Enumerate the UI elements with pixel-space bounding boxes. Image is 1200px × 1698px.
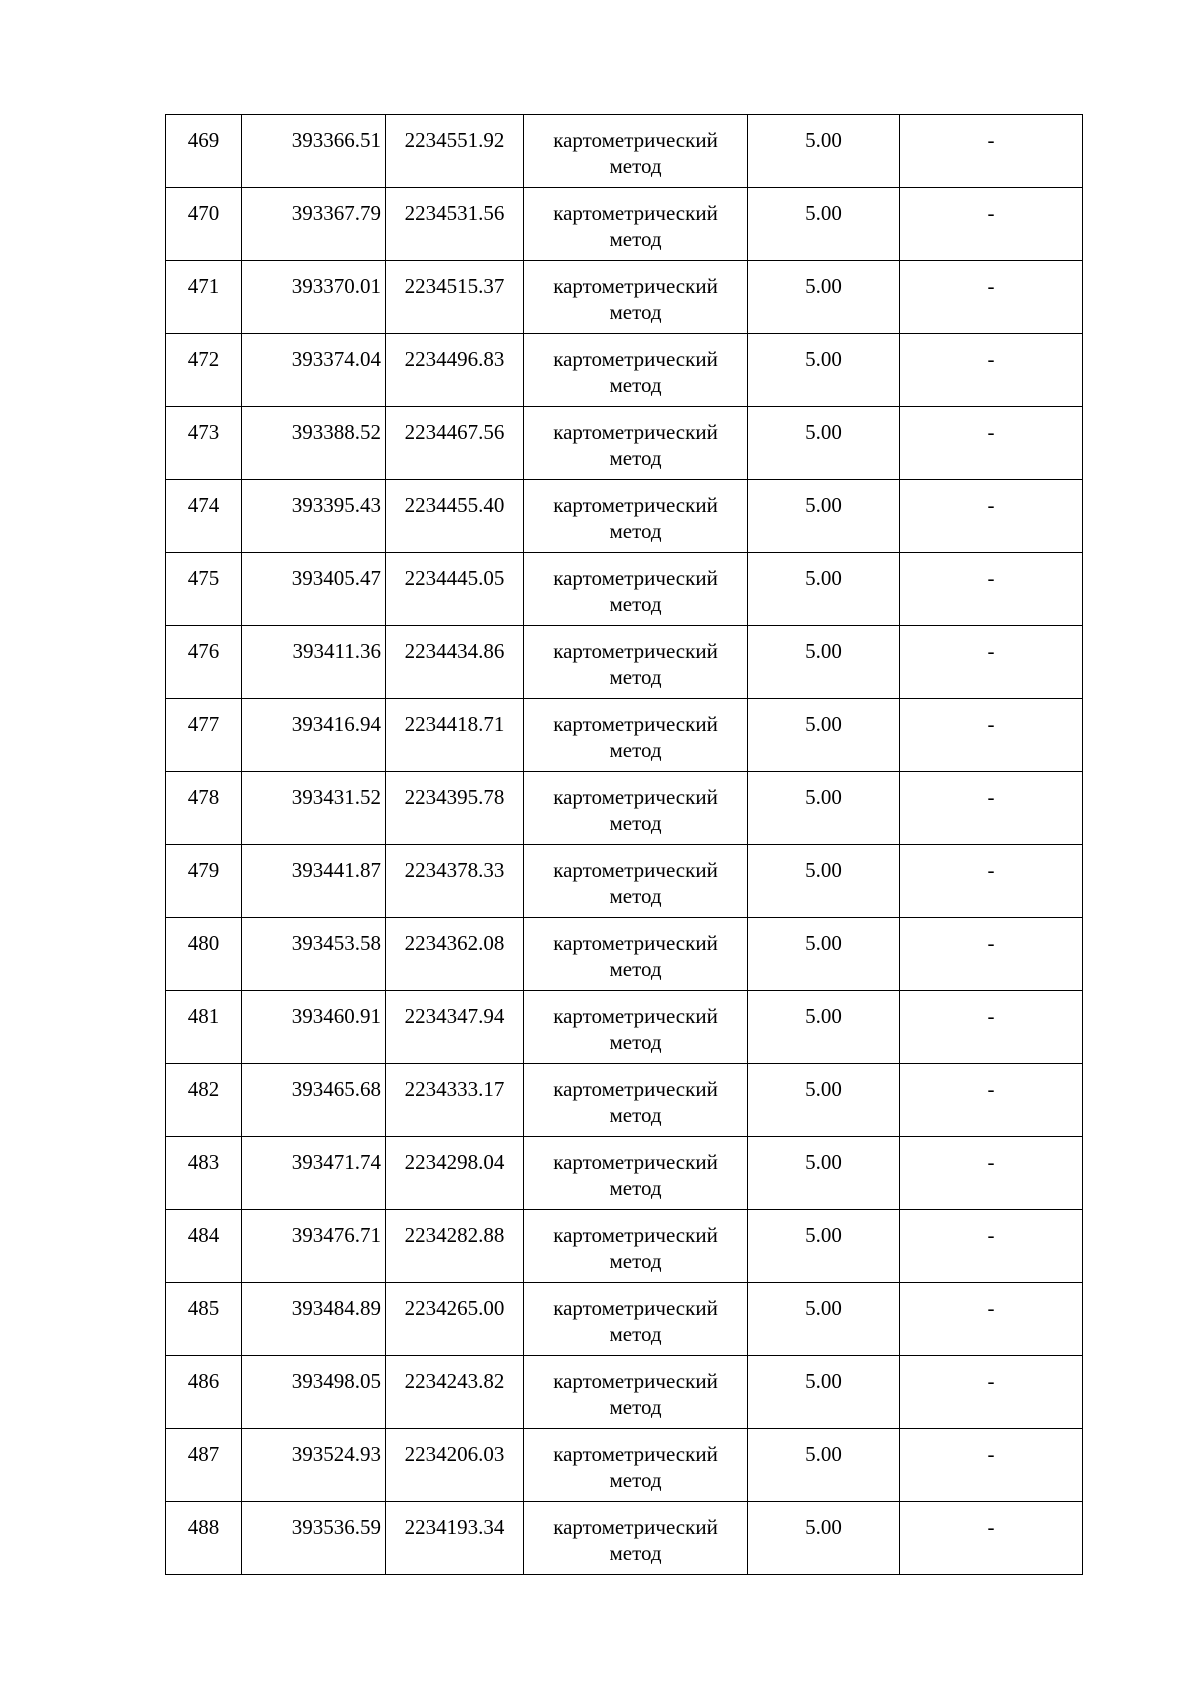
method-line-1: картометрический — [553, 1442, 718, 1466]
method-cell — [524, 626, 748, 699]
table-row — [166, 334, 1083, 407]
y-coordinate-cell: 2234378.33 — [386, 845, 524, 918]
point-number-cell: 470 — [166, 188, 242, 261]
table-row — [166, 845, 1083, 918]
point-number-cell: 475 — [166, 553, 242, 626]
method-cell — [524, 261, 748, 334]
method-cell — [524, 1210, 748, 1283]
method-cell — [524, 772, 748, 845]
y-coordinate-cell: 2234515.37 — [386, 261, 524, 334]
precision-cell: 5.00 — [748, 1283, 900, 1356]
y-coordinate-cell: 2234531.56 — [386, 188, 524, 261]
description-cell: - — [900, 261, 1083, 334]
x-coordinate-cell: 393476.71 — [242, 1210, 386, 1283]
y-coordinate-cell: 2234551.92 — [386, 115, 524, 188]
x-coordinate-cell: 393374.04 — [242, 334, 386, 407]
x-coordinate-cell: 393388.52 — [242, 407, 386, 480]
method-line-2: метод — [609, 1176, 662, 1200]
method-line-1: картометрический — [553, 931, 718, 955]
y-coordinate-cell: 2234243.82 — [386, 1356, 524, 1429]
table-row — [166, 1356, 1083, 1429]
table-row — [166, 626, 1083, 699]
x-coordinate-cell: 393367.79 — [242, 188, 386, 261]
table-row — [166, 772, 1083, 845]
method-line-1: картометрический — [553, 347, 718, 371]
point-number-cell: 486 — [166, 1356, 242, 1429]
description-cell: - — [900, 480, 1083, 553]
point-number-cell: 488 — [166, 1502, 242, 1575]
method-line-2: метод — [609, 1103, 662, 1127]
method-cell — [524, 480, 748, 553]
precision-cell: 5.00 — [748, 334, 900, 407]
precision-cell: 5.00 — [748, 115, 900, 188]
method-line-1: картометрический — [553, 639, 718, 663]
precision-cell: 5.00 — [748, 1064, 900, 1137]
point-number-cell: 469 — [166, 115, 242, 188]
table-row — [166, 918, 1083, 991]
method-line-1: картометрический — [553, 274, 718, 298]
precision-cell: 5.00 — [748, 261, 900, 334]
table-row — [166, 407, 1083, 480]
precision-cell: 5.00 — [748, 1137, 900, 1210]
precision-cell: 5.00 — [748, 1502, 900, 1575]
method-cell — [524, 553, 748, 626]
y-coordinate-cell: 2234206.03 — [386, 1429, 524, 1502]
method-line-1: картометрический — [553, 1223, 718, 1247]
x-coordinate-cell: 393498.05 — [242, 1356, 386, 1429]
x-coordinate-cell: 393453.58 — [242, 918, 386, 991]
point-number-cell: 480 — [166, 918, 242, 991]
description-cell: - — [900, 918, 1083, 991]
x-coordinate-cell: 393484.89 — [242, 1283, 386, 1356]
precision-cell: 5.00 — [748, 1210, 900, 1283]
x-coordinate-cell: 393441.87 — [242, 845, 386, 918]
x-coordinate-cell: 393536.59 — [242, 1502, 386, 1575]
x-coordinate-cell: 393460.91 — [242, 991, 386, 1064]
y-coordinate-cell: 2234347.94 — [386, 991, 524, 1064]
y-coordinate-cell: 2234418.71 — [386, 699, 524, 772]
method-cell — [524, 1064, 748, 1137]
method-line-1: картометрический — [553, 201, 718, 225]
precision-cell: 5.00 — [748, 845, 900, 918]
y-coordinate-cell: 2234282.88 — [386, 1210, 524, 1283]
precision-cell: 5.00 — [748, 480, 900, 553]
coordinates-table — [165, 114, 1083, 1575]
method-cell — [524, 334, 748, 407]
y-coordinate-cell: 2234193.34 — [386, 1502, 524, 1575]
method-line-2: метод — [609, 1030, 662, 1054]
method-line-2: метод — [609, 1468, 662, 1492]
method-cell — [524, 1429, 748, 1502]
method-line-1: картометрический — [553, 420, 718, 444]
method-cell — [524, 407, 748, 480]
table-row — [166, 991, 1083, 1064]
method-line-2: метод — [609, 227, 662, 251]
y-coordinate-cell: 2234333.17 — [386, 1064, 524, 1137]
point-number-cell: 477 — [166, 699, 242, 772]
x-coordinate-cell: 393524.93 — [242, 1429, 386, 1502]
method-cell — [524, 845, 748, 918]
method-line-2: метод — [609, 592, 662, 616]
point-number-cell: 474 — [166, 480, 242, 553]
description-cell: - — [900, 188, 1083, 261]
table-row — [166, 1137, 1083, 1210]
y-coordinate-cell: 2234265.00 — [386, 1283, 524, 1356]
point-number-cell: 487 — [166, 1429, 242, 1502]
method-line-1: картометрический — [553, 785, 718, 809]
description-cell: - — [900, 1064, 1083, 1137]
table-row — [166, 188, 1083, 261]
precision-cell: 5.00 — [748, 626, 900, 699]
description-cell: - — [900, 553, 1083, 626]
method-line-2: метод — [609, 811, 662, 835]
table-row — [166, 261, 1083, 334]
method-line-2: метод — [609, 519, 662, 543]
method-line-2: метод — [609, 154, 662, 178]
method-cell — [524, 1502, 748, 1575]
y-coordinate-cell: 2234298.04 — [386, 1137, 524, 1210]
description-cell: - — [900, 1429, 1083, 1502]
x-coordinate-cell: 393416.94 — [242, 699, 386, 772]
method-cell — [524, 918, 748, 991]
x-coordinate-cell: 393431.52 — [242, 772, 386, 845]
description-cell: - — [900, 1210, 1083, 1283]
table-row — [166, 699, 1083, 772]
description-cell: - — [900, 1356, 1083, 1429]
description-cell: - — [900, 699, 1083, 772]
table-row — [166, 1210, 1083, 1283]
point-number-cell: 472 — [166, 334, 242, 407]
x-coordinate-cell: 393395.43 — [242, 480, 386, 553]
method-line-1: картометрический — [553, 1515, 718, 1539]
method-line-2: метод — [609, 446, 662, 470]
method-line-1: картометрический — [553, 712, 718, 736]
method-cell — [524, 991, 748, 1064]
precision-cell: 5.00 — [748, 553, 900, 626]
point-number-cell: 484 — [166, 1210, 242, 1283]
method-line-1: картометрический — [553, 858, 718, 882]
method-line-2: метод — [609, 373, 662, 397]
point-number-cell: 478 — [166, 772, 242, 845]
point-number-cell: 471 — [166, 261, 242, 334]
x-coordinate-cell: 393366.51 — [242, 115, 386, 188]
method-cell — [524, 699, 748, 772]
method-line-2: метод — [609, 665, 662, 689]
description-cell: - — [900, 991, 1083, 1064]
method-line-1: картометрический — [553, 1369, 718, 1393]
method-cell — [524, 1137, 748, 1210]
description-cell: - — [900, 407, 1083, 480]
method-line-2: метод — [609, 300, 662, 324]
description-cell: - — [900, 845, 1083, 918]
method-line-1: картометрический — [553, 1296, 718, 1320]
table-row — [166, 1064, 1083, 1137]
x-coordinate-cell: 393370.01 — [242, 261, 386, 334]
method-cell — [524, 188, 748, 261]
y-coordinate-cell: 2234362.08 — [386, 918, 524, 991]
table-row — [166, 1429, 1083, 1502]
description-cell: - — [900, 1283, 1083, 1356]
y-coordinate-cell: 2234445.05 — [386, 553, 524, 626]
precision-cell: 5.00 — [748, 918, 900, 991]
description-cell: - — [900, 772, 1083, 845]
precision-cell: 5.00 — [748, 188, 900, 261]
table-row — [166, 553, 1083, 626]
method-cell — [524, 1283, 748, 1356]
x-coordinate-cell: 393405.47 — [242, 553, 386, 626]
y-coordinate-cell: 2234467.56 — [386, 407, 524, 480]
y-coordinate-cell: 2234395.78 — [386, 772, 524, 845]
y-coordinate-cell: 2234434.86 — [386, 626, 524, 699]
point-number-cell: 485 — [166, 1283, 242, 1356]
description-cell: - — [900, 334, 1083, 407]
method-line-1: картометрический — [553, 493, 718, 517]
precision-cell: 5.00 — [748, 1356, 900, 1429]
point-number-cell: 479 — [166, 845, 242, 918]
method-line-1: картометрический — [553, 1150, 718, 1174]
precision-cell: 5.00 — [748, 1429, 900, 1502]
precision-cell: 5.00 — [748, 407, 900, 480]
precision-cell: 5.00 — [748, 699, 900, 772]
method-cell — [524, 115, 748, 188]
description-cell: - — [900, 1137, 1083, 1210]
table-row — [166, 115, 1083, 188]
point-number-cell: 476 — [166, 626, 242, 699]
method-line-2: метод — [609, 957, 662, 981]
description-cell: - — [900, 115, 1083, 188]
precision-cell: 5.00 — [748, 772, 900, 845]
y-coordinate-cell: 2234455.40 — [386, 480, 524, 553]
method-line-2: метод — [609, 1395, 662, 1419]
y-coordinate-cell: 2234496.83 — [386, 334, 524, 407]
point-number-cell: 482 — [166, 1064, 242, 1137]
table-row — [166, 1283, 1083, 1356]
method-line-1: картометрический — [553, 1004, 718, 1028]
description-cell: - — [900, 1502, 1083, 1575]
method-line-2: метод — [609, 1541, 662, 1565]
method-line-1: картометрический — [553, 1077, 718, 1101]
method-line-2: метод — [609, 738, 662, 762]
x-coordinate-cell: 393465.68 — [242, 1064, 386, 1137]
coordinates-table-body — [166, 115, 1083, 1575]
precision-cell: 5.00 — [748, 991, 900, 1064]
method-line-2: метод — [609, 1322, 662, 1346]
table-row — [166, 480, 1083, 553]
table-row — [166, 1502, 1083, 1575]
point-number-cell: 483 — [166, 1137, 242, 1210]
x-coordinate-cell: 393471.74 — [242, 1137, 386, 1210]
point-number-cell: 473 — [166, 407, 242, 480]
method-line-1: картометрический — [553, 566, 718, 590]
point-number-cell: 481 — [166, 991, 242, 1064]
method-line-2: метод — [609, 884, 662, 908]
x-coordinate-cell: 393411.36 — [242, 626, 386, 699]
method-line-1: картометрический — [553, 128, 718, 152]
method-line-2: метод — [609, 1249, 662, 1273]
description-cell: - — [900, 626, 1083, 699]
method-cell — [524, 1356, 748, 1429]
